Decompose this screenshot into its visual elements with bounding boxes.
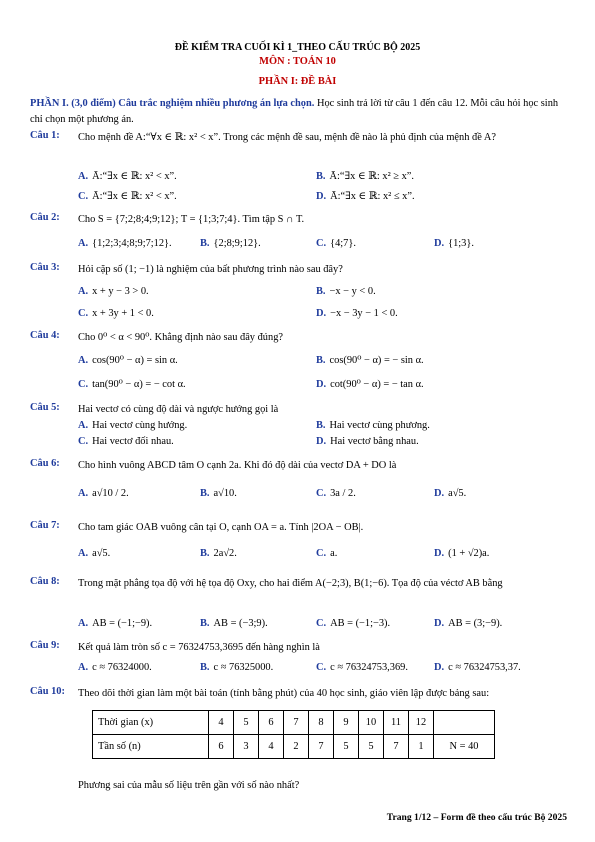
option-c[interactable]: C. x + 3y + 1 < 0.: [78, 308, 154, 319]
option-a[interactable]: A. AB = (−1;−9).: [78, 618, 153, 629]
option-d[interactable]: D. Hai vectơ bằng nhau.: [316, 436, 419, 447]
table-cell: 6: [259, 711, 284, 735]
option-c[interactable]: C. AB = (−1;−3).: [316, 618, 391, 629]
table-cell: 5: [234, 711, 259, 735]
question-text: Cho mệnh đề A:“∀x ∈ ℝ: x² < x”. Trong các mệnh đề sau, mệnh đề nào là phủ định của mệnh đề A?: [78, 132, 496, 143]
subject-title: MÔN : TOÁN 10: [259, 56, 336, 67]
question-text: Cho S = {7;2;8;4;9;12}; T = {1;3;7;4}. Tìm tập S ∩ T.: [78, 214, 305, 225]
option-d[interactable]: D. {1;3}.: [434, 238, 474, 249]
option-b[interactable]: B. Hai vectơ cùng phương.: [316, 420, 430, 431]
table-cell: 6: [209, 735, 234, 759]
option-d[interactable]: D. a√5.: [434, 488, 467, 499]
option-c[interactable]: C. a.: [316, 548, 338, 559]
option-a[interactable]: A. a√10 / 2.: [78, 488, 129, 499]
option-b[interactable]: B. c ≈ 76325000.: [200, 662, 274, 673]
table-cell: 8: [309, 711, 334, 735]
option-b[interactable]: B. {2;8;9;12}.: [200, 238, 261, 249]
option-c[interactable]: C. {4;7}.: [316, 238, 356, 249]
question-10-tail: Phương sai của mẫu số liệu trên gần với số nào nhất?: [78, 780, 300, 791]
question-number: Câu 6:: [30, 458, 60, 469]
table-cell: 5: [334, 735, 359, 759]
question-text: Cho hình vuông ABCD tâm O cạnh 2a. Khi đó độ dài của vectơ DA + DO là: [78, 460, 397, 471]
question-number: Câu 1:: [30, 130, 60, 141]
question-number: Câu 5:: [30, 402, 60, 413]
table-row: [93, 735, 495, 759]
option-c[interactable]: C. Ā:“∃x ∈ ℝ: x² < x”.: [78, 191, 177, 202]
option-a[interactable]: A. a√5.: [78, 548, 111, 559]
question-number: Câu 2:: [30, 212, 60, 223]
table-cell: 4: [209, 711, 234, 735]
option-b[interactable]: B. Ā:“∃x ∈ ℝ: x² ≥ x”.: [316, 171, 414, 182]
frequency-table: [92, 710, 495, 759]
table-cell: 5: [359, 735, 384, 759]
question-text: Hỏi cặp số (1; −1) là nghiệm của bất phương trình nào sau đây?: [78, 264, 343, 275]
option-a[interactable]: A. Hai vectơ cùng hướng.: [78, 420, 188, 431]
option-a[interactable]: A. {1;2;3;4;8;9;7;12}.: [78, 238, 172, 249]
table-cell: 11: [384, 711, 409, 735]
option-a[interactable]: A. Ā:“∃x ∈ ℝ: x² < x”.: [78, 171, 177, 182]
table-cell: 9: [334, 711, 359, 735]
question-text: Trong mặt phẳng tọa độ với hệ tọa độ Oxy, cho hai điểm A(−2;3), B(1;−6). Tọa độ của véctơ AB bằng: [78, 578, 503, 589]
part-intro-text: Học sinh trả lời từ câu 1 đến câu 12. Mỗi câu hỏi học sinh chỉ chọn một phương án.: [30, 98, 559, 125]
option-d[interactable]: D. c ≈ 76324753,37.: [434, 662, 521, 673]
page-footer: Trang 1/12 – Form đề theo cấu trúc Bộ 2025: [386, 812, 567, 823]
option-d[interactable]: D. AB = (3;−9).: [434, 618, 503, 629]
question-number: Câu 8:: [30, 576, 60, 587]
table-cell: 12: [409, 711, 434, 735]
question-text: Hai vectơ có cùng độ dài và ngược hướng gọi là: [78, 404, 279, 415]
option-c[interactable]: C. c ≈ 76324753,369.: [316, 662, 408, 673]
question-number: Câu 10:: [30, 686, 65, 697]
option-a[interactable]: A. c ≈ 76324000.: [78, 662, 152, 673]
table-row: [93, 711, 495, 735]
part-title: PHẦN I: ĐỀ BÀI: [258, 76, 337, 87]
table-cell: N = 40: [434, 735, 495, 759]
table-cell: 1: [409, 735, 434, 759]
option-d[interactable]: D. (1 + √2)a.: [434, 548, 490, 559]
option-c[interactable]: C. Hai vectơ đối nhau.: [78, 436, 174, 447]
question-number: Câu 9:: [30, 640, 60, 651]
part-intro-bold: PHẦN I. (3,0 điểm) Câu trắc nghiệm nhiều phương án lựa chọn.: [30, 98, 315, 109]
question-number: Câu 4:: [30, 330, 60, 341]
table-cell: 10: [359, 711, 384, 735]
table-cell: 7: [284, 711, 309, 735]
option-a[interactable]: A. cos(90⁰ − α) = sin α.: [78, 355, 178, 366]
option-d[interactable]: D. −x − 3y − 1 < 0.: [316, 308, 398, 319]
question-number: Câu 7:: [30, 520, 60, 531]
table-header-frequency: Tần số (n): [93, 735, 209, 759]
option-b[interactable]: B. 2a√2.: [200, 548, 237, 559]
option-c[interactable]: C. tan(90⁰ − α) = − cot α.: [78, 379, 186, 390]
option-d[interactable]: D. cot(90⁰ − α) = − tan α.: [316, 379, 424, 390]
question-text: Kết quả làm tròn số c = 76324753,3695 đến hàng nghìn là: [78, 642, 320, 653]
option-b[interactable]: B. cos(90⁰ − α) = − sin α.: [316, 355, 424, 366]
table-cell: 4: [259, 735, 284, 759]
table-header-time: Thời gian (x): [93, 711, 209, 735]
table-cell: 2: [284, 735, 309, 759]
part-intro: [30, 96, 570, 128]
option-d[interactable]: D. Ā:“∃x ∈ ℝ: x² ≤ x”.: [316, 191, 415, 202]
option-c[interactable]: C. 3a / 2.: [316, 488, 356, 499]
option-b[interactable]: B. −x − y < 0.: [316, 286, 376, 297]
question-text: Theo dõi thời gian làm một bài toán (tính bằng phút) của 40 học sinh, giáo viên lập được bảng sau:: [78, 688, 490, 699]
option-a[interactable]: A. x + y − 3 > 0.: [78, 286, 149, 297]
exam-title: ĐỀ KIỂM TRA CUỐI KÌ 1_THEO CẤU TRÚC BỘ 2025: [174, 42, 421, 53]
table-cell: 7: [309, 735, 334, 759]
question-number: Câu 3:: [30, 262, 60, 273]
table-cell: 3: [234, 735, 259, 759]
question-text: Cho tam giác OAB vuông cân tại O, cạnh OA = a. Tính |2OA − OB|.: [78, 522, 364, 533]
question-text: Cho 0⁰ < α < 90⁰. Khẳng định nào sau đây đúng?: [78, 332, 283, 343]
table-cell: 7: [384, 735, 409, 759]
option-b[interactable]: B. a√10.: [200, 488, 237, 499]
option-b[interactable]: B. AB = (−3;9).: [200, 618, 268, 629]
table-cell: [434, 711, 495, 735]
